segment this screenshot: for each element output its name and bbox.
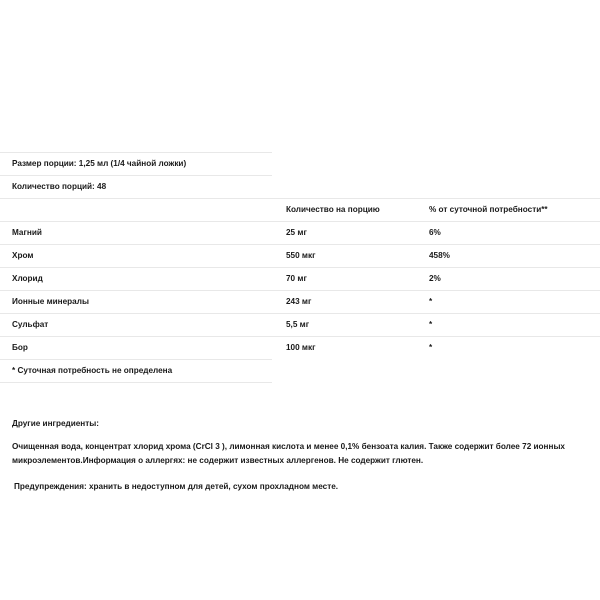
serving-info-row <box>0 153 272 176</box>
nutrient-amount: 5,5 мг <box>286 320 310 329</box>
warnings-text: Предупреждения: хранить в недоступном для детей, сухом прохладном месте. <box>14 482 339 491</box>
column-header-daily-value: % от суточной потребности** <box>429 205 548 214</box>
table-row <box>0 291 600 314</box>
serving-info-row <box>0 176 272 199</box>
nutrient-name: Хлорид <box>12 274 43 283</box>
table-row <box>0 268 600 291</box>
nutrient-daily-value: 2% <box>429 274 441 283</box>
other-ingredients-block <box>0 418 588 467</box>
table-row <box>0 337 600 360</box>
serving-info-table <box>0 152 272 198</box>
other-ingredients-heading: Другие ингредиенты: <box>12 419 99 428</box>
nutrient-name: Ионные минералы <box>12 297 89 306</box>
nutrient-amount: 25 мг <box>286 228 307 237</box>
servings-per-container-text: Количество порций: 48 <box>12 182 107 191</box>
nutrient-amount: 70 мг <box>286 274 307 283</box>
serving-size-text: Размер порции: 1,25 мл (1/4 чайной ложки) <box>12 159 187 168</box>
supplement-facts-panel <box>0 152 600 493</box>
nutrient-name: Сульфат <box>12 320 49 329</box>
nutrient-facts-table <box>0 198 600 359</box>
other-ingredients-body: Очищенная вода, концентрат хлорид хрома (CrCl 3 ), лимонная кислота и менее 0,1% бензоата калия. Также содержит более 72 ионных микроэлементов.Информация о аллергях: не содержит известных аллергенов. Не содержит глютен. <box>12 442 565 465</box>
nutrient-name: Магний <box>12 228 42 237</box>
nutrient-amount: 100 мкг <box>286 343 316 352</box>
table-row <box>0 314 600 337</box>
table-row <box>0 245 600 268</box>
nutrient-name: Хром <box>12 251 34 260</box>
column-header-nutrient <box>0 199 286 222</box>
table-header-row <box>0 199 600 222</box>
daily-value-footnote: * Суточная потребность не определена <box>12 366 173 375</box>
column-header-amount: Количество на порцию <box>286 205 380 214</box>
nutrient-daily-value: * <box>429 297 433 306</box>
footnote-spacer-row <box>0 383 272 406</box>
footnote-table <box>0 359 272 405</box>
table-row <box>0 222 600 245</box>
nutrient-daily-value: * <box>429 320 433 329</box>
footnote-spacer <box>0 383 272 406</box>
nutrient-daily-value: 6% <box>429 228 441 237</box>
nutrient-name: Бор <box>12 343 28 352</box>
nutrient-daily-value: * <box>429 343 433 352</box>
nutrient-daily-value: 458% <box>429 251 450 260</box>
nutrient-amount: 243 мг <box>286 297 312 306</box>
footnote-row <box>0 360 272 383</box>
nutrient-amount: 550 мкг <box>286 251 316 260</box>
